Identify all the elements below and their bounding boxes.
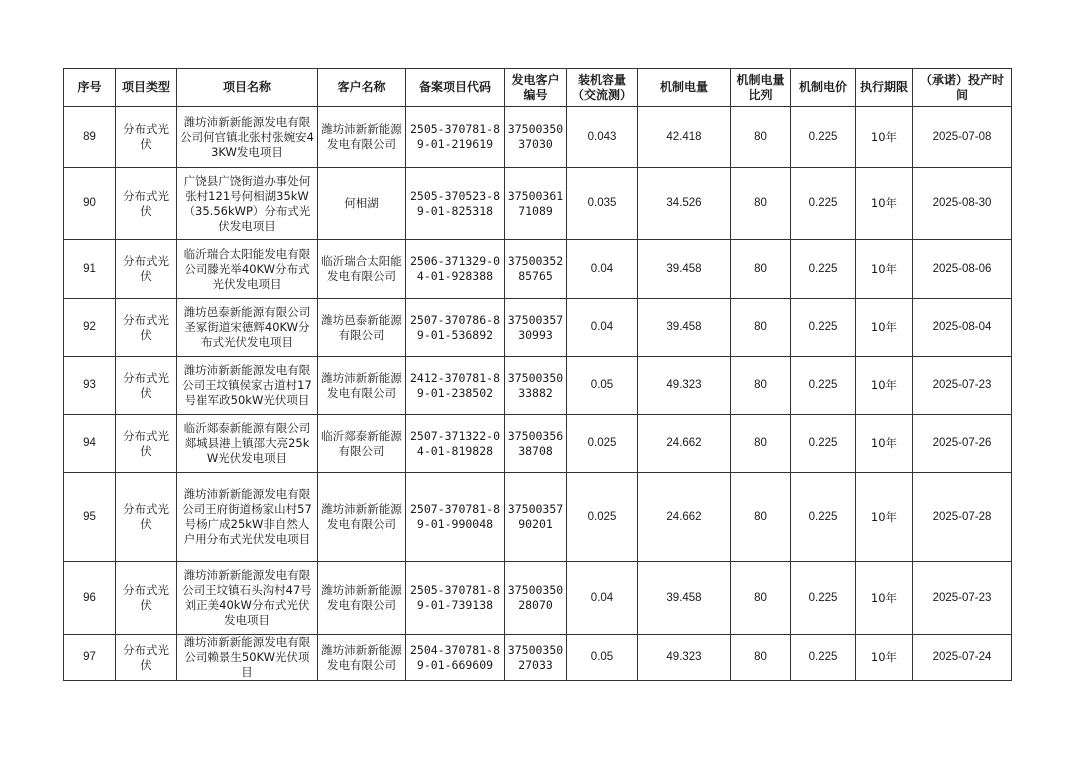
cell-date: 2025-07-08 (913, 107, 1012, 168)
cell-seq: 92 (64, 299, 116, 357)
table-row (64, 635, 1012, 681)
cell-capacity: 0.04 (567, 299, 638, 357)
cell-term: 10年 (856, 635, 913, 681)
cell-energy: 42.418 (638, 107, 731, 168)
table-row (64, 168, 1012, 240)
cell-code: 2505-370781-89-01-739138 (406, 562, 505, 635)
cell-price: 0.225 (791, 107, 856, 168)
cell-customer: 何相湖 (318, 168, 406, 240)
header-ratio: 机制电量比列 (731, 69, 791, 107)
cell-code: 2507-371322-04-01-819828 (406, 415, 505, 473)
cell-seq: 89 (64, 107, 116, 168)
table-row (64, 299, 1012, 357)
cell-capacity: 0.04 (567, 240, 638, 299)
cell-energy: 39.458 (638, 562, 731, 635)
cell-name: 潍坊邑泰新能源有限公司圣冢街道宋德辉40KW分布式光伏发电项目 (177, 299, 318, 357)
cell-code: 2505-370781-89-01-219619 (406, 107, 505, 168)
cell-code: 2506-371329-04-01-928388 (406, 240, 505, 299)
cell-name: 潍坊沛新新能源发电有限公司王坟镇石头沟村47号刘正美40kW分布式光伏发电项目 (177, 562, 318, 635)
cell-term: 10年 (856, 299, 913, 357)
header-term: 执行期限 (856, 69, 913, 107)
cell-customer: 潍坊沛新新能源发电有限公司 (318, 635, 406, 681)
cell-ratio: 80 (731, 299, 791, 357)
cell-capacity: 0.025 (567, 473, 638, 562)
table-header (64, 69, 1012, 107)
cell-ratio: 80 (731, 473, 791, 562)
cell-code: 2504-370781-89-01-669609 (406, 635, 505, 681)
cell-term: 10年 (856, 357, 913, 415)
header-date: （承诺）投产时间 (913, 69, 1012, 107)
cell-energy: 39.458 (638, 240, 731, 299)
cell-type: 分布式光伏 (116, 107, 177, 168)
header-customer: 客户名称 (318, 69, 406, 107)
header-price: 机制电价 (791, 69, 856, 107)
cell-term: 10年 (856, 107, 913, 168)
cell-account: 3750036171089 (505, 168, 567, 240)
cell-date: 2025-07-23 (913, 357, 1012, 415)
cell-code: 2505-370523-89-01-825318 (406, 168, 505, 240)
cell-code: 2507-370786-89-01-536892 (406, 299, 505, 357)
cell-term: 10年 (856, 562, 913, 635)
cell-term: 10年 (856, 240, 913, 299)
cell-customer: 临沂瑞合太阳能发电有限公司 (318, 240, 406, 299)
header-row (64, 69, 1012, 107)
cell-customer: 潍坊邑泰新能源有限公司 (318, 299, 406, 357)
cell-account: 3750035027033 (505, 635, 567, 681)
table-row (64, 473, 1012, 562)
cell-account: 3750035730993 (505, 299, 567, 357)
cell-date: 2025-08-06 (913, 240, 1012, 299)
cell-price: 0.225 (791, 240, 856, 299)
cell-seq: 93 (64, 357, 116, 415)
cell-ratio: 80 (731, 415, 791, 473)
cell-seq: 97 (64, 635, 116, 681)
cell-type: 分布式光伏 (116, 240, 177, 299)
cell-code: 2507-370781-89-01-990048 (406, 473, 505, 562)
cell-type: 分布式光伏 (116, 635, 177, 681)
cell-energy: 39.458 (638, 299, 731, 357)
cell-type: 分布式光伏 (116, 562, 177, 635)
cell-ratio: 80 (731, 357, 791, 415)
cell-date: 2025-07-23 (913, 562, 1012, 635)
cell-date: 2025-07-28 (913, 473, 1012, 562)
cell-price: 0.225 (791, 168, 856, 240)
cell-date: 2025-08-30 (913, 168, 1012, 240)
header-code: 备案项目代码 (406, 69, 505, 107)
cell-code: 2412-370781-89-01-238502 (406, 357, 505, 415)
cell-seq: 94 (64, 415, 116, 473)
cell-capacity: 0.04 (567, 562, 638, 635)
header-name: 项目名称 (177, 69, 318, 107)
table-row (64, 240, 1012, 299)
cell-energy: 49.323 (638, 635, 731, 681)
table-row (64, 562, 1012, 635)
cell-term: 10年 (856, 415, 913, 473)
cell-energy: 49.323 (638, 357, 731, 415)
cell-seq: 91 (64, 240, 116, 299)
cell-type: 分布式光伏 (116, 415, 177, 473)
cell-capacity: 0.043 (567, 107, 638, 168)
cell-name: 潍坊沛新新能源发电有限公司王坟镇侯家古道村17号崔军政50kW光伏项目 (177, 357, 318, 415)
cell-capacity: 0.05 (567, 635, 638, 681)
cell-account: 3750035638708 (505, 415, 567, 473)
cell-account: 3750035037030 (505, 107, 567, 168)
table-body (64, 107, 1012, 681)
cell-account: 3750035285765 (505, 240, 567, 299)
cell-name: 潍坊沛新新能源发电有限公司何官镇北张村张婉安43KW发电项目 (177, 107, 318, 168)
table-row (64, 415, 1012, 473)
cell-price: 0.225 (791, 415, 856, 473)
table-row (64, 357, 1012, 415)
cell-ratio: 80 (731, 240, 791, 299)
cell-capacity: 0.025 (567, 415, 638, 473)
cell-price: 0.225 (791, 562, 856, 635)
cell-customer: 潍坊沛新新能源发电有限公司 (318, 562, 406, 635)
cell-energy: 24.662 (638, 473, 731, 562)
cell-seq: 90 (64, 168, 116, 240)
header-account: 发电客户编号 (505, 69, 567, 107)
cell-type: 分布式光伏 (116, 299, 177, 357)
cell-account: 3750035028070 (505, 562, 567, 635)
cell-name: 临沂瑞合太阳能发电有限公司滕光举40KW分布式光伏发电项目 (177, 240, 318, 299)
project-table (63, 68, 1012, 681)
cell-type: 分布式光伏 (116, 168, 177, 240)
cell-account: 3750035790201 (505, 473, 567, 562)
cell-ratio: 80 (731, 562, 791, 635)
cell-energy: 34.526 (638, 168, 731, 240)
header-type: 项目类型 (116, 69, 177, 107)
cell-price: 0.225 (791, 357, 856, 415)
header-capacity: 装机容量（交流测） (567, 69, 638, 107)
table-row (64, 107, 1012, 168)
cell-name: 潍坊沛新新能源发电有限公司赖景生50KW光伏项目 (177, 635, 318, 681)
header-seq: 序号 (64, 69, 116, 107)
cell-term: 10年 (856, 473, 913, 562)
cell-price: 0.225 (791, 635, 856, 681)
cell-date: 2025-07-24 (913, 635, 1012, 681)
cell-price: 0.225 (791, 473, 856, 562)
cell-date: 2025-07-26 (913, 415, 1012, 473)
cell-customer: 潍坊沛新新能源发电有限公司 (318, 107, 406, 168)
cell-capacity: 0.05 (567, 357, 638, 415)
cell-date: 2025-08-04 (913, 299, 1012, 357)
cell-customer: 临沂郯泰新能源有限公司 (318, 415, 406, 473)
cell-account: 3750035033882 (505, 357, 567, 415)
cell-capacity: 0.035 (567, 168, 638, 240)
cell-price: 0.225 (791, 299, 856, 357)
cell-type: 分布式光伏 (116, 473, 177, 562)
cell-ratio: 80 (731, 635, 791, 681)
cell-name: 临沂郯泰新能源有限公司郯城县港上镇邵大亮25kW光伏发电项目 (177, 415, 318, 473)
cell-seq: 95 (64, 473, 116, 562)
cell-name: 潍坊沛新新能源发电有限公司王府街道杨家山村57号杨广成25kW非自然人户用分布式光伏发电项目 (177, 473, 318, 562)
cell-ratio: 80 (731, 168, 791, 240)
cell-seq: 96 (64, 562, 116, 635)
cell-ratio: 80 (731, 107, 791, 168)
cell-term: 10年 (856, 168, 913, 240)
cell-customer: 潍坊沛新新能源发电有限公司 (318, 473, 406, 562)
cell-energy: 24.662 (638, 415, 731, 473)
cell-name: 广饶县广饶街道办事处何张村121号何相湖35kW（35.56kWP）分布式光伏发电项目 (177, 168, 318, 240)
header-energy: 机制电量 (638, 69, 731, 107)
cell-type: 分布式光伏 (116, 357, 177, 415)
cell-customer: 潍坊沛新新能源发电有限公司 (318, 357, 406, 415)
